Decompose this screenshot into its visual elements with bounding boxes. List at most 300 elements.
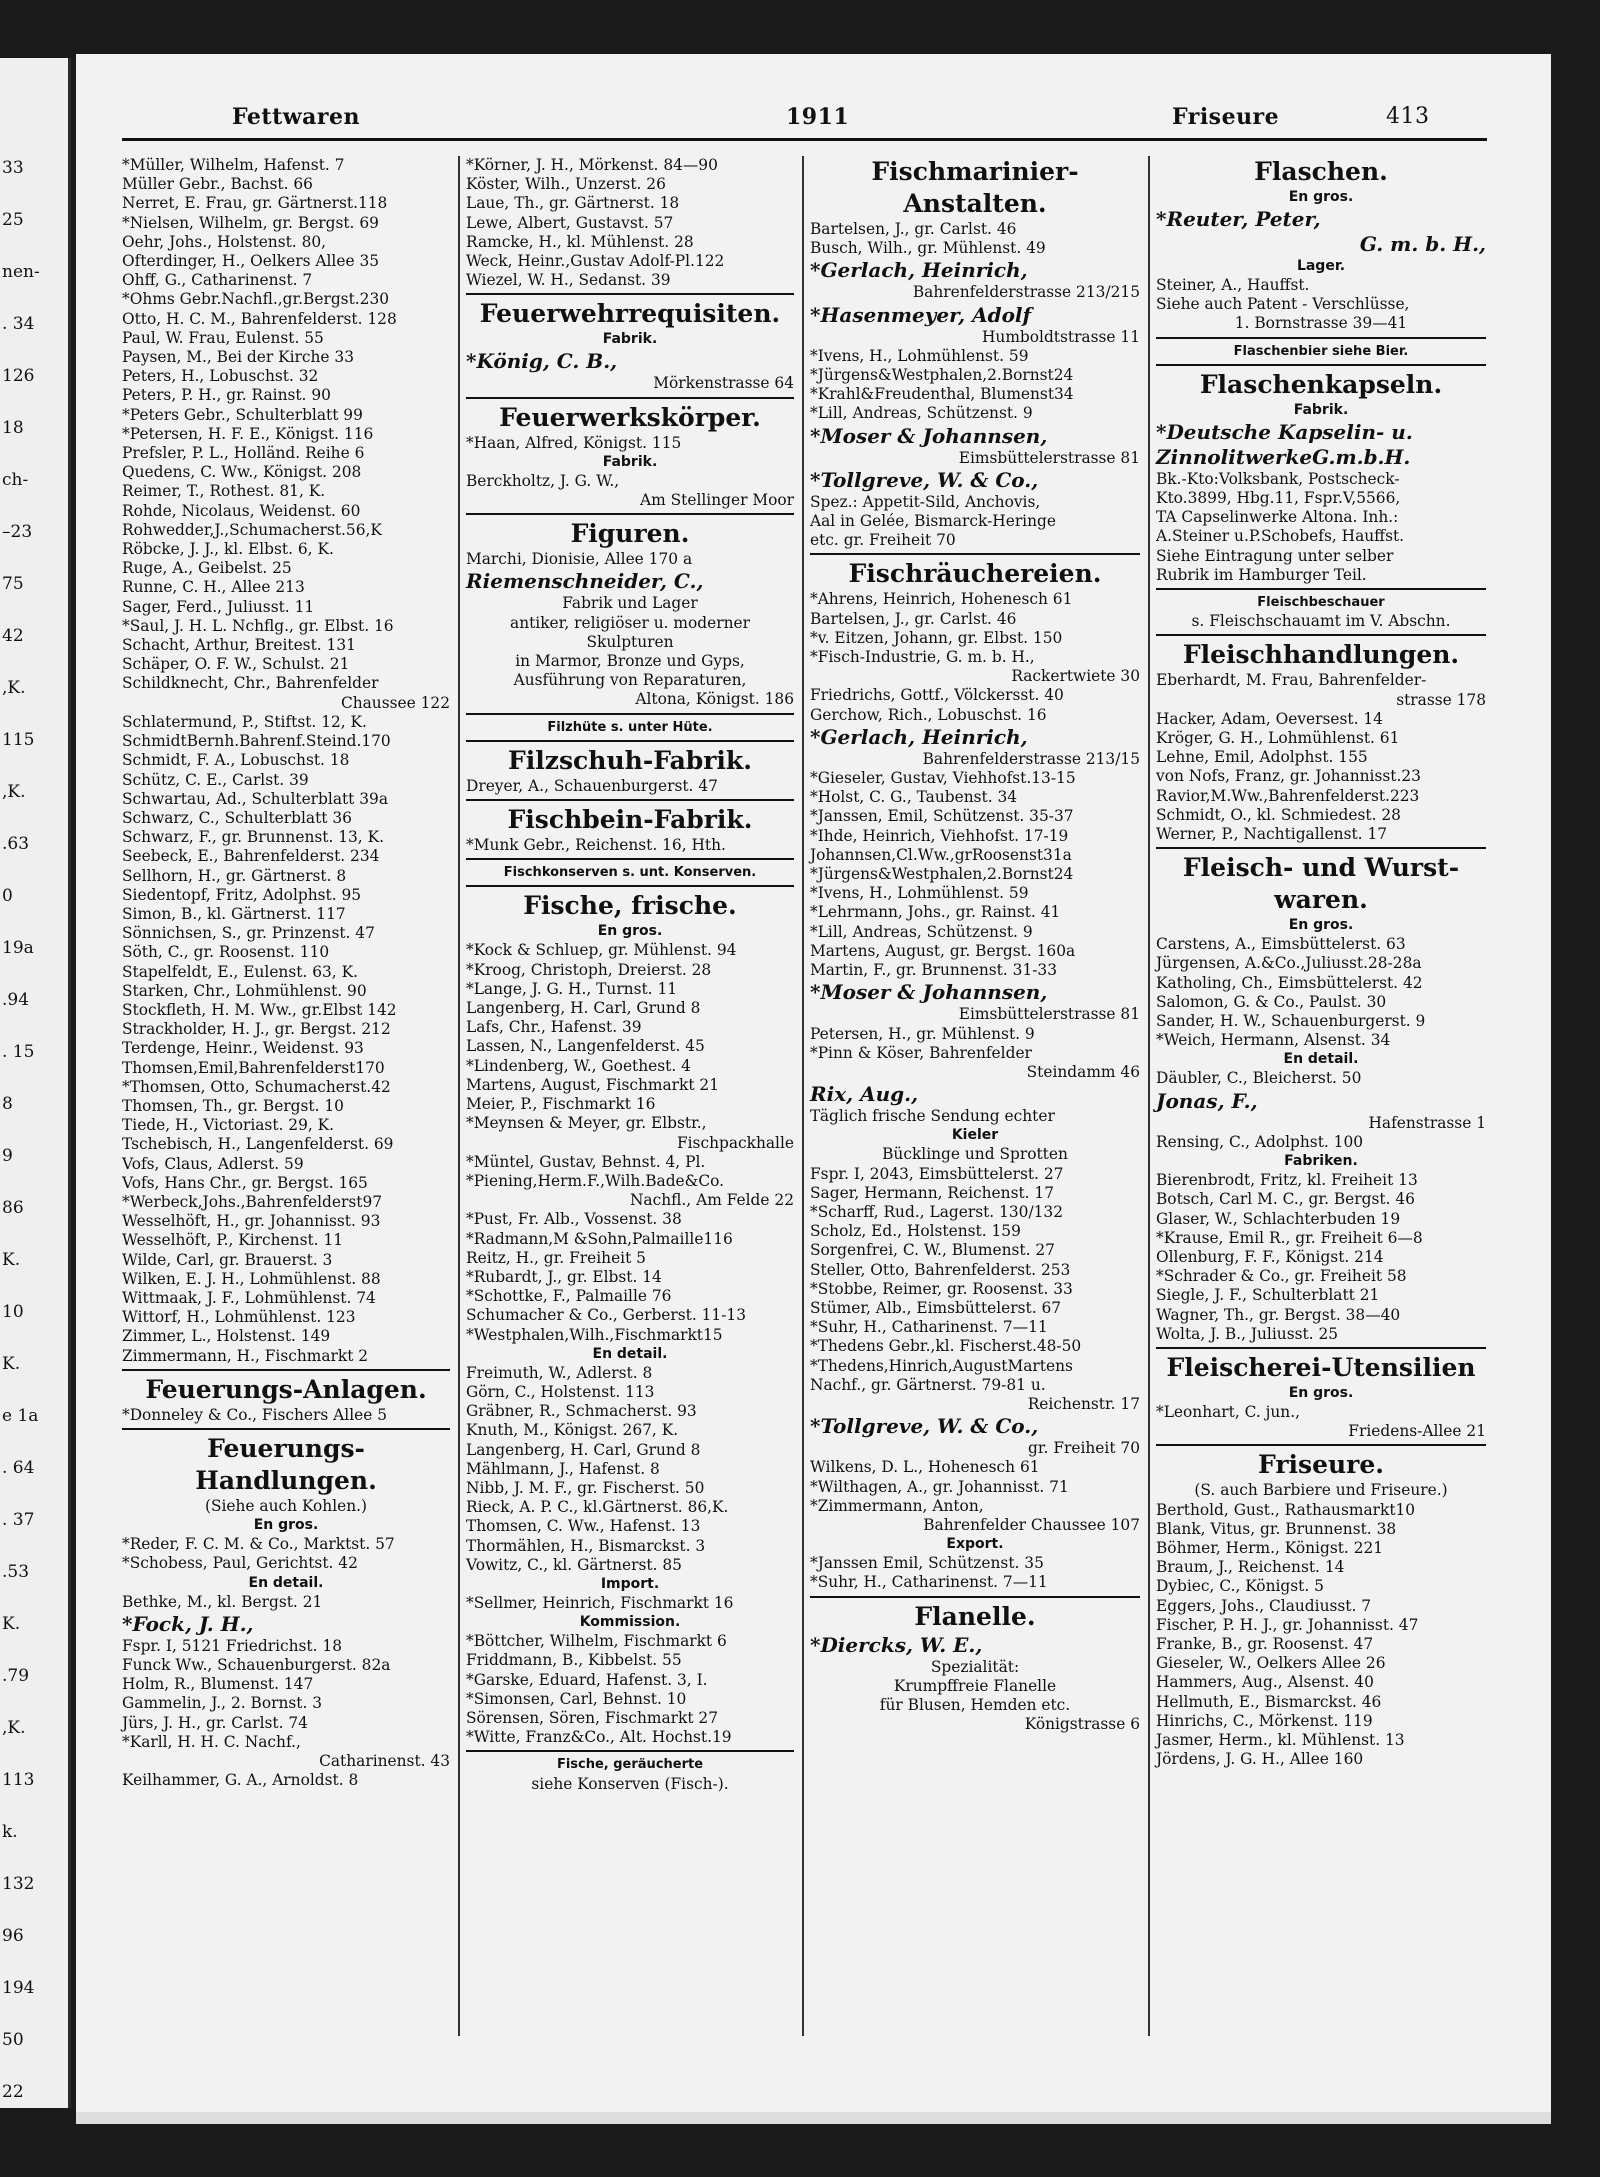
entry-line: Simon, B., kl. Gärtnerst. 117 (122, 904, 346, 923)
subsection-label: En gros. (253, 1517, 319, 1534)
entry-line: Steiner, A., Hauffst. (1156, 276, 1310, 294)
entry-line: *Lill, Andreas, Schützenst. 9 (810, 922, 1033, 941)
entry-line: Berthold, Gust., Rathausmarkt10 (1156, 1500, 1416, 1519)
centered-note: Skulpturen (586, 632, 674, 651)
entry-continuation: Königstrasse 6 (1024, 1715, 1140, 1734)
entry-line: Strackholder, H. J., gr. Bergst. 212 (122, 1020, 391, 1039)
section-heading: Fischbein-Fabrik. (507, 805, 753, 835)
entry-line: *Zimmermann, Anton, (810, 1496, 984, 1515)
entry-line: Werner, P., Nachtigallenst. 17 (1156, 825, 1388, 844)
featured-entry: *Deutsche Kapselin- u. (1156, 419, 1413, 444)
entry-continuation: Mörkenstrasse 64 (653, 374, 794, 393)
prev-page-fragment: 10 (2, 1302, 24, 1322)
entry-line: Rohwedder,J.,Schumacherst.56,K (122, 520, 382, 539)
subsection-label: Fabrik. (1293, 401, 1349, 418)
entry-line: Rubrik im Hamburger Teil. (1156, 565, 1367, 584)
prev-page-fragment: ,K. (2, 678, 26, 698)
prev-page-fragment: 115 (2, 730, 35, 750)
featured-entry: *König, C. B., (466, 349, 618, 374)
entry-line: Sorgenfrei, C. W., Blumenst. 27 (810, 1241, 1055, 1260)
entry-line: *Böttcher, Wilhelm, Fischmarkt 6 (466, 1632, 727, 1651)
section-rule (1156, 634, 1486, 636)
section-rule (466, 740, 794, 742)
centered-note: in Marmor, Bronze und Gyps, (515, 652, 745, 671)
entry-line: Lehne, Emil, Adolphst. 155 (1156, 748, 1368, 767)
entry-line: Sander, H. W., Schauenburgerst. 9 (1156, 1012, 1426, 1031)
entry-line: Otto, H. C. M., Bahrenfelderst. 128 (122, 309, 397, 328)
centered-note: Krumpffreie Flanelle (893, 1676, 1057, 1695)
section-heading: Figuren. (570, 519, 690, 549)
entry-line: Lewe, Albert, Gustavst. 57 (466, 213, 674, 232)
subsection-label: Kommission. (579, 1614, 681, 1631)
entry-line: Tiede, H., Victoriast. 29, K. (122, 1116, 335, 1135)
featured-entry: *Tollgreve, W. & Co., (810, 1414, 1039, 1439)
featured-entry: *Moser & Johannsen, (810, 980, 1048, 1005)
entry-line: Eberhardt, M. Frau, Bahrenfelder- (1156, 671, 1427, 690)
entry-line: *Saul, J. H. L. Nchflg., gr. Elbst. 16 (122, 616, 394, 635)
entry-line: *Westphalen,Wilh.,Fischmarkt15 (466, 1325, 723, 1344)
entry-line: *Sellmer, Heinrich, Fischmarkt 16 (466, 1593, 734, 1612)
prev-page-fragment: . 37 (2, 1510, 35, 1530)
entry-line: Dybiec, C., Königst. 5 (1156, 1577, 1324, 1596)
entry-line: Bethke, M., kl. Bergst. 21 (122, 1592, 323, 1611)
section-heading: Flanelle. (914, 1601, 1036, 1631)
entry-line: Wittmaak, J. F., Lohmühlenst. 74 (122, 1288, 376, 1307)
subsection-label: Fabrik. (602, 331, 658, 348)
entry-line: Terdenge, Heinr., Weidenst. 93 (122, 1039, 364, 1058)
featured-entry: Rix, Aug., (810, 1082, 919, 1107)
featured-entry: Jonas, F., (1156, 1088, 1258, 1113)
section-rule (810, 553, 1140, 555)
prev-page-fragment: –23 (2, 522, 33, 542)
centered-note: Bücklinge und Sprotten (882, 1145, 1068, 1164)
entry-line: Fspr. I, 5121 Friedrichst. 18 (122, 1636, 342, 1655)
entry-line: Jasmer, Herm., kl. Mühlenst. 13 (1156, 1730, 1405, 1749)
entry-line: *Thomsen, Otto, Schumacherst.42 (122, 1077, 391, 1096)
entry-line: Söth, C., gr. Roosenst. 110 (122, 943, 330, 962)
section-heading: Fleischerei-Utensilien (1166, 1352, 1476, 1382)
entry-continuation: Eimsbüttelerstrasse 81 (958, 1005, 1140, 1024)
entry-continuation: Steindamm 46 (1026, 1062, 1140, 1081)
entry-line: Gieseler, W., Oelkers Allee 26 (1156, 1654, 1386, 1673)
centered-note: für Blusen, Hemden etc. (879, 1695, 1071, 1714)
entry-line: Ravior,M.Ww.,Bahrenfelderst.223 (1156, 786, 1420, 805)
entry-line: Fischer, P. H. J., gr. Johannisst. 47 (1156, 1615, 1419, 1634)
entry-line: *Witte, Franz&Co., Alt. Hochst.19 (466, 1728, 732, 1747)
prev-page-fragment: 33 (2, 158, 24, 178)
entry-continuation: Eimsbüttelerstrasse 81 (958, 448, 1140, 467)
prev-page-fragment: 86 (2, 1198, 24, 1218)
entry-line: *Fisch-Industrie, G. m. b. H., (810, 648, 1035, 667)
entry-line: *Werbeck,Johs.,Bahrenfelderst97 (122, 1192, 383, 1211)
entry-line: Müller Gebr., Bachst. 66 (122, 175, 313, 194)
entry-line: Wolta, J. B., Juliusst. 25 (1156, 1324, 1339, 1343)
section-rule (466, 513, 794, 515)
section-heading: waren. (1274, 885, 1368, 915)
prev-page-fragment: 75 (2, 574, 24, 594)
featured-entry: *Hasenmeyer, Adolf (810, 302, 1032, 327)
entry-line: *Lill, Andreas, Schützenst. 9 (810, 404, 1033, 423)
entry-line: Martens, August, Fischmarkt 21 (466, 1075, 719, 1094)
entry-line: *Lindenberg, W., Goethest. 4 (466, 1056, 691, 1075)
entry-line: Wesselhöft, P., Kirchenst. 11 (122, 1231, 344, 1250)
entry-line: *Radmann,M &Sohn,Palmaille116 (466, 1229, 733, 1248)
entry-line: Busch, Wilh., gr. Mühlenst. 49 (810, 239, 1046, 258)
entry-line: Reitz, H., gr. Freiheit 5 (466, 1248, 646, 1267)
entry-line: Salomon, G. & Co., Paulst. 30 (1156, 992, 1387, 1011)
entry-line: Langenberg, H. Carl, Grund 8 (466, 1440, 701, 1459)
prev-page-fragment: .79 (2, 1666, 30, 1686)
entry-line: Vofs, Hans Chr., gr. Bergst. 165 (122, 1173, 368, 1192)
entry-line: *Ivens, H., Lohmühlenst. 59 (810, 884, 1029, 903)
entry-line: Botsch, Carl M. C., gr. Bergst. 46 (1156, 1190, 1415, 1209)
entry-line: Katholing, Ch., Eimsbüttelerst. 42 (1156, 973, 1423, 992)
entry-line: Ofterdinger, H., Oelkers Allee 35 (122, 252, 380, 271)
entry-line: Wilkens, D. L., Hohenesch 61 (810, 1458, 1040, 1477)
entry-line: *Stobbe, Reimer, gr. Roosenst. 33 (810, 1279, 1073, 1298)
section-rule (466, 885, 794, 887)
entry-line: *Ahrens, Heinrich, Hohenesch 61 (810, 590, 1073, 609)
prev-page-fragment: . 15 (2, 1042, 35, 1062)
entry-continuation: Bahrenfelderstrasse 213/15 (922, 749, 1140, 768)
prev-page-fragment: 25 (2, 210, 24, 230)
section-heading: Fischmarinier- (871, 157, 1079, 186)
entry-line: Braum, J., Reichenst. 14 (1156, 1558, 1345, 1577)
section-heading: Anstalten. (903, 189, 1047, 218)
entry-line: *Ohms Gebr.Nachfl.,gr.Bergst.230 (122, 290, 390, 309)
entry-line: A.Steiner u.P.Schobefs, Hauffst. (1156, 527, 1405, 546)
subsection-label: En gros. (1288, 1384, 1354, 1401)
prev-page-fragment: 194 (2, 1978, 35, 1998)
entry-line: Martin, F., gr. Brunnenst. 31-33 (810, 961, 1058, 980)
entry-line: Marchi, Dionisie, Allee 170 a (466, 550, 693, 569)
section-rule (466, 713, 794, 715)
featured-entry: G. m. b. H., (1359, 232, 1486, 256)
entry-line: *Ivens, H., Lohmühlenst. 59 (810, 346, 1029, 365)
column-1 (122, 156, 450, 1790)
column-divider (458, 156, 460, 2036)
entry-continuation: gr. Freiheit 70 (1028, 1439, 1140, 1458)
header-left-keyword: Fettwaren (232, 104, 361, 130)
entry-line: *Nielsen, Wilhelm, gr. Bergst. 69 (122, 213, 379, 232)
section-rule (1156, 1347, 1486, 1349)
entry-line: Johannsen,Cl.Ww.,grRoosenst31a (810, 845, 1072, 864)
centered-note: Fabrik und Lager (562, 594, 698, 613)
entry-line: Hinrichs, C., Mörkenst. 119 (1156, 1711, 1373, 1730)
section-heading: Filzschuh-Fabrik. (508, 745, 752, 775)
entry-line: *Müller, Wilhelm, Hafenst. 7 (122, 156, 345, 174)
subsection-label: Kieler (951, 1127, 999, 1144)
prev-page-fragment: 22 (2, 2082, 24, 2102)
entry-line: Schäper, O. F. W., Schulst. 21 (122, 655, 350, 674)
entry-line: Schwarz, F., gr. Brunnenst. 13, K. (122, 828, 384, 847)
centered-note: 1. Bornstrasse 39—41 (1234, 314, 1408, 333)
entry-line: Carstens, A., Eimsbüttelerst. 63 (1156, 935, 1406, 954)
entry-line: *Schottke, F., Palmaille 76 (466, 1287, 672, 1306)
entry-line: Kröger, G. H., Lohmühlenst. 61 (1156, 729, 1400, 748)
section-rule (1156, 1444, 1486, 1446)
section-heading: Feuerwehrrequisiten. (479, 299, 781, 329)
entry-line: Blank, Vitus, gr. Brunnenst. 38 (1156, 1519, 1397, 1538)
entry-line: Wiezel, W. H., Sedanst. 39 (466, 271, 671, 290)
column-4 (1156, 156, 1486, 1769)
section-rule (1156, 588, 1486, 590)
entry-line: *Suhr, H., Catharinenst. 7—11 (810, 1318, 1048, 1337)
centered-note: (Siehe auch Kohlen.) (204, 1497, 368, 1515)
entry-line: *Peters Gebr., Schulterblatt 99 (122, 405, 363, 424)
entry-line: Holm, R., Blumenst. 147 (122, 1675, 314, 1694)
entry-line: Funck Ww., Schauenburgerst. 82a (122, 1656, 391, 1675)
entry-line: *Meynsen & Meyer, gr. Elbstr., (466, 1114, 707, 1133)
entry-line: Stockfleth, H. M. Ww., gr.Elbst 142 (122, 1000, 397, 1019)
cross-reference: Fische, geräucherte (556, 1757, 704, 1773)
prev-page-fragment: .63 (2, 834, 30, 854)
entry-line: Siehe Eintragung unter selber (1156, 546, 1394, 565)
entry-line: *Scharff, Rud., Lagerst. 130/132 (810, 1202, 1064, 1221)
entry-line: *Müntel, Gustav, Behnst. 4, Pl. (466, 1152, 706, 1171)
featured-entry: *Reuter, Peter, (1156, 207, 1321, 231)
column-divider (802, 156, 804, 2036)
prev-page-fragment: 42 (2, 626, 24, 646)
prev-page-fragment: . 64 (2, 1458, 35, 1478)
entry-line: Stümer, Alb., Eimsbüttelerst. 67 (810, 1298, 1062, 1317)
prev-page-fragment: 50 (2, 2030, 24, 2050)
section-heading: Feuerungs- (207, 1434, 365, 1463)
featured-entry: ZinnolitwerkeG.m.b.H. (1156, 444, 1411, 469)
section-rule (1156, 847, 1486, 849)
featured-entry: *Gerlach, Heinrich, (810, 258, 1028, 283)
entry-line: Friddmann, B., Kibbelst. 55 (466, 1651, 682, 1670)
subsection-label: En detail. (1283, 1051, 1359, 1068)
section-rule (466, 293, 794, 295)
entry-line: Kto.3899, Hbg.11, Fspr.V,5566, (1156, 489, 1401, 508)
entry-continuation: Bahrenfelderstrasse 213/215 (912, 283, 1140, 302)
entry-line: Thomsen,Emil,Bahrenfelderst170 (122, 1058, 385, 1077)
entry-line: Köster, Wilh., Unzerst. 26 (466, 175, 666, 194)
prev-page-fragment: 18 (2, 418, 24, 438)
section-rule (1156, 337, 1486, 339)
entry-line: SchmidtBernh.Bahrenf.Steind.170 (122, 732, 391, 751)
entry-line: Gammelin, J., 2. Bornst. 3 (122, 1694, 323, 1713)
entry-line: *Pust, Fr. Alb., Vossenst. 38 (466, 1210, 682, 1229)
prev-page-fragment: ,K. (2, 782, 26, 802)
centered-note: (S. auch Barbiere und Friseure.) (1194, 1481, 1448, 1500)
entry-line: Bk.-Kto:Volksbank, Postscheck- (1156, 469, 1400, 488)
section-rule (810, 1596, 1140, 1598)
section-rule (466, 799, 794, 801)
entry-line: *Munk Gebr., Reichenst. 16, Hth. (466, 836, 726, 855)
entry-line: Berckholtz, J. G. W., (466, 471, 620, 490)
entry-continuation: Friedens-Allee 21 (1348, 1422, 1486, 1441)
entry-line: Knuth, M., Königst. 267, K. (466, 1421, 679, 1440)
directory-page (76, 54, 1551, 2124)
entry-line: *Haan, Alfred, Königst. 115 (466, 433, 682, 452)
entry-line: Gerchow, Rich., Lobuschst. 16 (810, 705, 1047, 724)
entry-line: Thomsen, Th., gr. Bergst. 10 (122, 1096, 344, 1115)
section-rule (122, 1428, 450, 1430)
prev-page-fragment: 19a (2, 938, 34, 958)
entry-line: Thormählen, H., Bismarckst. 3 (466, 1536, 706, 1555)
entry-line: Bartelsen, J., gr. Carlst. 46 (810, 220, 1017, 238)
page-bottom-edge (76, 2112, 1551, 2124)
entry-line: Sager, Ferd., Juliusst. 11 (122, 597, 315, 616)
entry-line: *Simonsen, Carl, Behnst. 10 (466, 1689, 687, 1708)
prev-page-fragment: .94 (2, 990, 30, 1010)
subsection-label: En gros. (597, 923, 663, 940)
cross-reference: Fleischbeschauer (1257, 595, 1385, 611)
entry-line: *Jürgens&Westphalen,2.Bornst24 (810, 865, 1074, 884)
prev-page-fragment: ,K. (2, 1718, 26, 1738)
entry-line: Peters, P. H., gr. Rainst. 90 (122, 386, 331, 405)
entry-line: Seebeck, E., Bahrenfelderst. 234 (122, 847, 380, 866)
entry-line: *Suhr, H., Catharinenst. 7—11 (810, 1573, 1048, 1592)
section-rule (466, 1750, 794, 1752)
entry-line: *Schrader & Co., gr. Freiheit 58 (1156, 1267, 1407, 1286)
entry-line: Ramcke, H., kl. Mühlenst. 28 (466, 232, 694, 251)
entry-line: Jürs, J. H., gr. Carlst. 74 (122, 1713, 308, 1732)
entry-line: Schmidt, O., kl. Schmiedest. 28 (1156, 805, 1401, 824)
column-divider (1148, 156, 1150, 2036)
entry-line: Eggers, Johs., Claudiusst. 7 (1156, 1596, 1372, 1615)
subsection-label: Fabriken. (1284, 1153, 1358, 1170)
centered-note: antiker, religiöser u. moderner (510, 613, 750, 632)
section-rule (122, 1369, 450, 1371)
entry-line: Weck, Heinr.,Gustav Adolf-Pl.122 (466, 252, 725, 271)
entry-line: *Krause, Emil R., gr. Freiheit 6—8 (1156, 1228, 1423, 1247)
prev-page-fragment: 9 (2, 1146, 13, 1166)
entry-line: Thomsen, C. Ww., Hafenst. 13 (466, 1517, 701, 1536)
section-heading: Feuerwerkskörper. (499, 402, 761, 432)
entry-continuation: Chaussee 122 (340, 693, 450, 712)
entry-line: Hellmuth, E., Bismarckst. 46 (1156, 1692, 1382, 1711)
cross-reference: Filzhüte s. unter Hüte. (547, 719, 713, 735)
entry-line: *Thedens,Hinrich,AugustMartens (810, 1356, 1073, 1375)
subsection-label: En gros. (1288, 917, 1354, 934)
entry-line: Sörensen, Sören, Fischmarkt 27 (466, 1708, 719, 1727)
entry-continuation: strasse 178 (1396, 690, 1486, 709)
section-heading: Fleisch- und Wurst- (1182, 853, 1460, 883)
cross-reference: Fischkonserven s. unt. Konserven. (503, 865, 757, 881)
featured-entry: *Moser & Johannsen, (810, 423, 1048, 448)
entry-continuation: Catharinenst. 43 (319, 1752, 450, 1771)
entry-line: Lassen, N., Langenfelderst. 45 (466, 1037, 705, 1056)
prev-page-fragment: nen- (2, 262, 40, 282)
entry-line: *Ihde, Heinrich, Viehhofst. 17-19 (810, 826, 1069, 845)
entry-line: Gräbner, R., Schmacherst. 93 (466, 1402, 697, 1421)
entry-line: Schmidt, F. A., Lobuschst. 18 (122, 751, 350, 770)
prev-page-fragment: 0 (2, 886, 13, 906)
entry-line: Fspr. I, 2043, Eimsbüttelerst. 27 (810, 1164, 1064, 1183)
column-2 (466, 156, 794, 1794)
subsection-label: Fabrik. (602, 453, 658, 470)
entry-line: Wagner, Th., gr. Bergst. 38—40 (1156, 1305, 1401, 1324)
entry-line: Paysen, M., Bei der Kirche 33 (122, 348, 355, 367)
entry-line: Freimuth, W., Adlerst. 8 (466, 1363, 653, 1382)
entry-line: *Rubardt, J., gr. Elbst. 14 (466, 1267, 662, 1286)
entry-line: TA Capselinwerke Altona. Inh.: (1156, 508, 1399, 527)
entry-line: Mählmann, J., Hafenst. 8 (466, 1459, 660, 1478)
subsection-label: Import. (600, 1575, 660, 1592)
entry-line: Tschebisch, H., Langenfelderst. 69 (122, 1135, 394, 1154)
entry-line: Keilhammer, G. A., Arnoldst. 8 (122, 1771, 359, 1790)
entry-line: Prefsler, P. L., Holländ. Reihe 6 (122, 444, 365, 463)
entry-line: Laue, Th., gr. Gärtnerst. 18 (466, 194, 680, 213)
entry-line: *Leonhart, C. jun., (1156, 1402, 1301, 1421)
entry-line: Schumacher & Co., Gerberst. 11-13 (466, 1306, 746, 1325)
entry-line: *Krahl&Freudenthal, Blumenst34 (810, 385, 1074, 404)
section-heading: Fleischhandlungen. (1182, 640, 1460, 670)
entry-line: Siehe auch Patent - Verschlüsse, (1156, 295, 1410, 314)
entry-line: Schütz, C. E., Carlst. 39 (122, 770, 309, 789)
prev-page-fragment: ch- (2, 470, 29, 490)
header-year: 1911 (786, 104, 850, 130)
entry-line: Görn, C., Holstenst. 113 (466, 1382, 655, 1401)
page-header (122, 98, 1487, 141)
entry-line: Däubler, C., Bleicherst. 50 (1156, 1069, 1362, 1088)
featured-entry: *Tollgreve, W. & Co., (810, 467, 1039, 492)
entry-line: Reimer, T., Rothest. 81, K. (122, 482, 326, 501)
featured-entry: *Diercks, W. E., (810, 1632, 983, 1657)
entry-line: Rensing, C., Adolphst. 100 (1156, 1132, 1364, 1151)
prev-page-fragment: . 34 (2, 314, 35, 334)
entry-continuation: Bahrenfelder Chaussee 107 (923, 1515, 1140, 1534)
entry-line: Bierenbrodt, Fritz, kl. Freiheit 13 (1156, 1171, 1418, 1190)
page-number: 413 (1386, 104, 1430, 129)
entry-line: Lafs, Chr., Hafenst. 39 (466, 1018, 642, 1037)
entry-line: Hammers, Aug., Alsenst. 40 (1156, 1673, 1374, 1692)
prev-page-fragment: 96 (2, 1926, 24, 1946)
entry-line: Starken, Chr., Lohmühlenst. 90 (122, 981, 367, 1000)
entry-line: Rieck, A. P. C., kl.Gärtnerst. 86,K. (466, 1498, 729, 1517)
section-heading: Flaschenkapseln. (1199, 369, 1443, 399)
entry-continuation: Am Stellinger Moor (640, 491, 794, 510)
entry-continuation: Humboldtstrasse 11 (981, 327, 1140, 346)
subsection-label: En detail. (248, 1574, 324, 1591)
entry-line: *Janssen, Emil, Schützenst. 35-37 (810, 807, 1074, 826)
header-right-keyword: Friseure (1172, 104, 1280, 130)
section-heading: Flaschen. (1254, 157, 1388, 186)
entry-line: Peters, H., Lobuschst. 32 (122, 367, 319, 386)
entry-line: Vofs, Claus, Adlerst. 59 (122, 1154, 304, 1173)
section-heading: Friseure. (1258, 1450, 1384, 1480)
entry-line: *Garske, Eduard, Hafenst. 3, I. (466, 1670, 708, 1689)
entry-line: Friedrichs, Gottf., Völckersst. 40 (810, 686, 1064, 705)
section-rule (1156, 364, 1486, 366)
prev-page-fragment: K. (2, 1614, 21, 1634)
entry-line: Bartelsen, J., gr. Carlst. 46 (810, 609, 1017, 628)
subsection-label: Lager. (1296, 258, 1346, 274)
prev-page-fragment: 132 (2, 1874, 35, 1894)
entry-line: Täglich frische Sendung echter (810, 1107, 1055, 1126)
entry-continuation: Fischpackhalle (676, 1133, 794, 1152)
centered-note: siehe Konserven (Fisch-). (531, 1774, 729, 1793)
subsection-label: En detail. (592, 1345, 668, 1362)
cross-reference: Flaschenbier siehe Bier. (1233, 343, 1409, 359)
entry-line: Schildknecht, Chr., Bahrenfelder (122, 674, 379, 693)
entry-line: Jürgensen, A.&Co.,Juliusst.28-28a (1156, 954, 1422, 973)
featured-entry: *Fock, J. H., (122, 1611, 254, 1636)
entry-line: *Körner, J. H., Mörkenst. 84—90 (466, 156, 718, 174)
featured-entry: *Gerlach, Heinrich, (810, 724, 1028, 749)
entry-line: Hacker, Adam, Oeversest. 14 (1156, 709, 1383, 728)
entry-line: Vowitz, C., kl. Gärtnerst. 85 (466, 1555, 682, 1574)
entry-line: *Schobess, Paul, Gerichtst. 42 (122, 1554, 358, 1573)
prev-page-fragment: k. (2, 1822, 18, 1842)
entry-line: *Kroog, Christoph, Dreierst. 28 (466, 960, 712, 979)
entry-line: Quedens, C. Ww., Königst. 208 (122, 463, 362, 482)
entry-line: Schwartau, Ad., Schulterblatt 39a (122, 789, 389, 808)
entry-line: Schwarz, C., Schulterblatt 36 (122, 808, 352, 827)
